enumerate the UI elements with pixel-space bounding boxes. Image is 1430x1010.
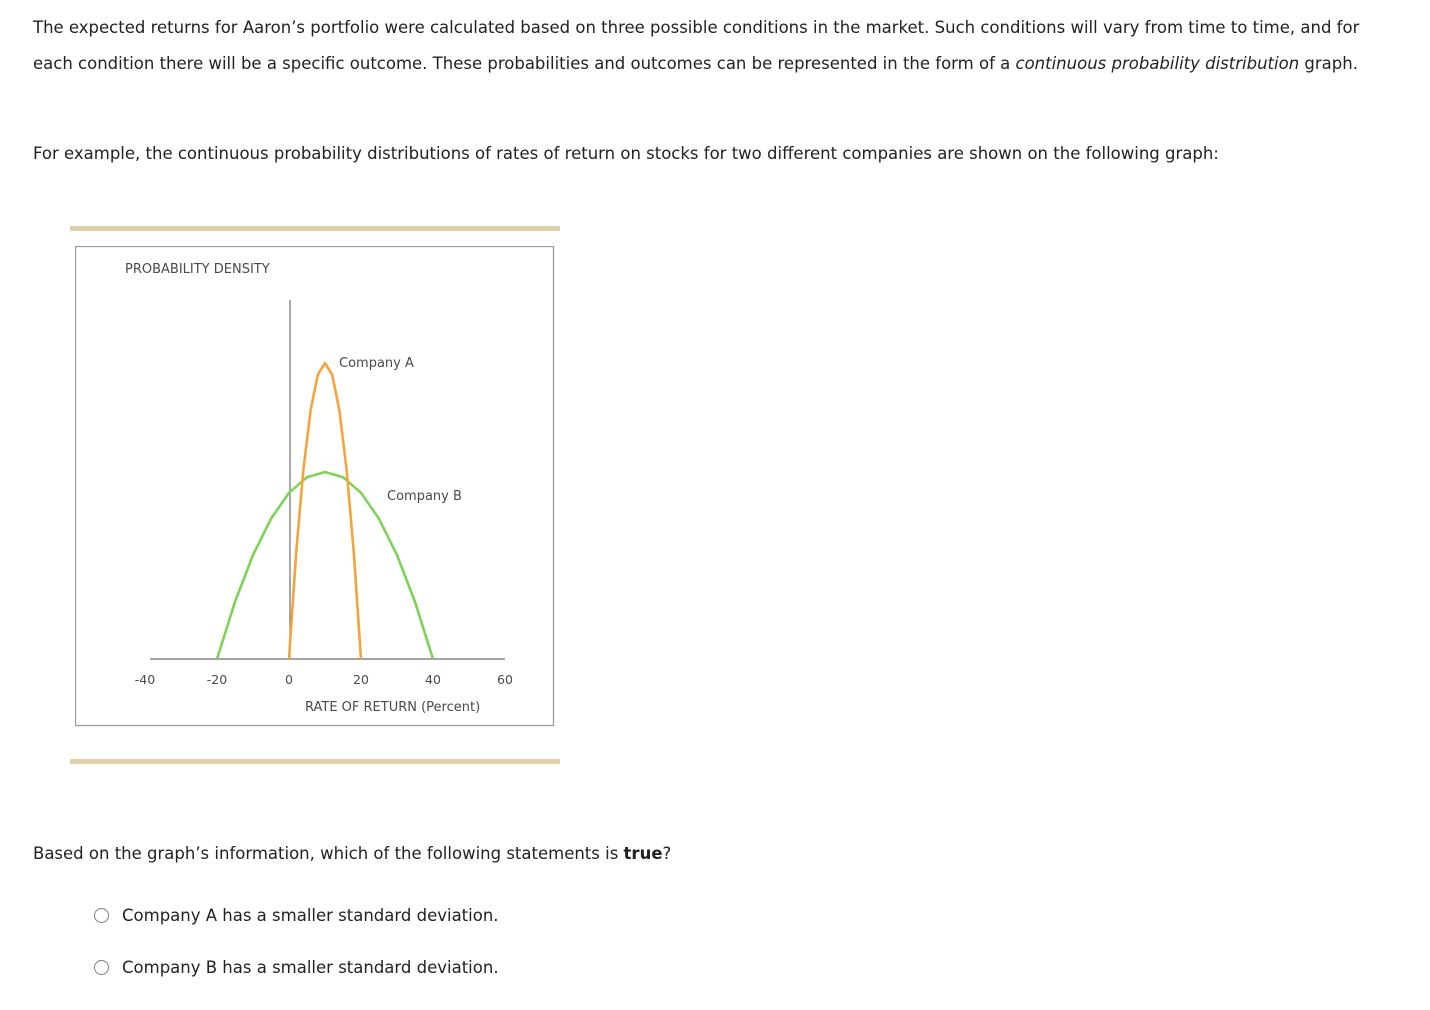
annotation-company-b: Company B: [387, 489, 462, 504]
distribution-chart: [75, 246, 555, 727]
chart-frame: [76, 247, 554, 726]
intro-text-1: The expected returns for Aaron’s portfolio were calculated based on three possible conditions in the market. Such conditions will vary from time to time, and for each condition there will be a specific outcome. These probabilities and outcomes can be represented in the form of a: [33, 18, 1360, 73]
x-tick-label: 60: [497, 672, 513, 687]
intro-paragraph: [33, 10, 1393, 82]
radio-button[interactable]: [94, 960, 109, 975]
question-suffix: ?: [662, 844, 672, 863]
chart-bottom-rule: [70, 759, 560, 764]
x-tick-label: 20: [353, 672, 369, 687]
annotation-company-a: Company A: [339, 356, 414, 371]
example-paragraph: For example, the continuous probability distributions of rates of return on stocks for two different companies are shown on the following graph:: [33, 144, 1219, 163]
y-axis-label: PROBABILITY DENSITY: [125, 262, 270, 277]
chart-top-rule: [70, 226, 560, 231]
x-tick-label: 0: [285, 672, 293, 687]
option-b[interactable]: [94, 950, 499, 984]
option-label: Company A has a smaller standard deviation.: [122, 905, 499, 925]
radio-button[interactable]: [94, 908, 109, 923]
intro-text-2: graph.: [1299, 54, 1358, 73]
question-text: [33, 836, 1393, 872]
x-axis-label: RATE OF RETURN (Percent): [305, 700, 481, 715]
option-a[interactable]: [94, 898, 499, 932]
intro-emphasis: continuous probability distribution: [1015, 54, 1300, 73]
question-bold: true: [623, 844, 663, 863]
x-tick-label: -40: [134, 672, 156, 687]
x-tick-label: 40: [425, 672, 441, 687]
x-tick-label: -20: [206, 672, 228, 687]
question-prefix: Based on the graph’s information, which of the following statements is: [33, 844, 624, 863]
option-label: Company B has a smaller standard deviation.: [122, 957, 499, 977]
answer-options: [94, 898, 499, 1002]
